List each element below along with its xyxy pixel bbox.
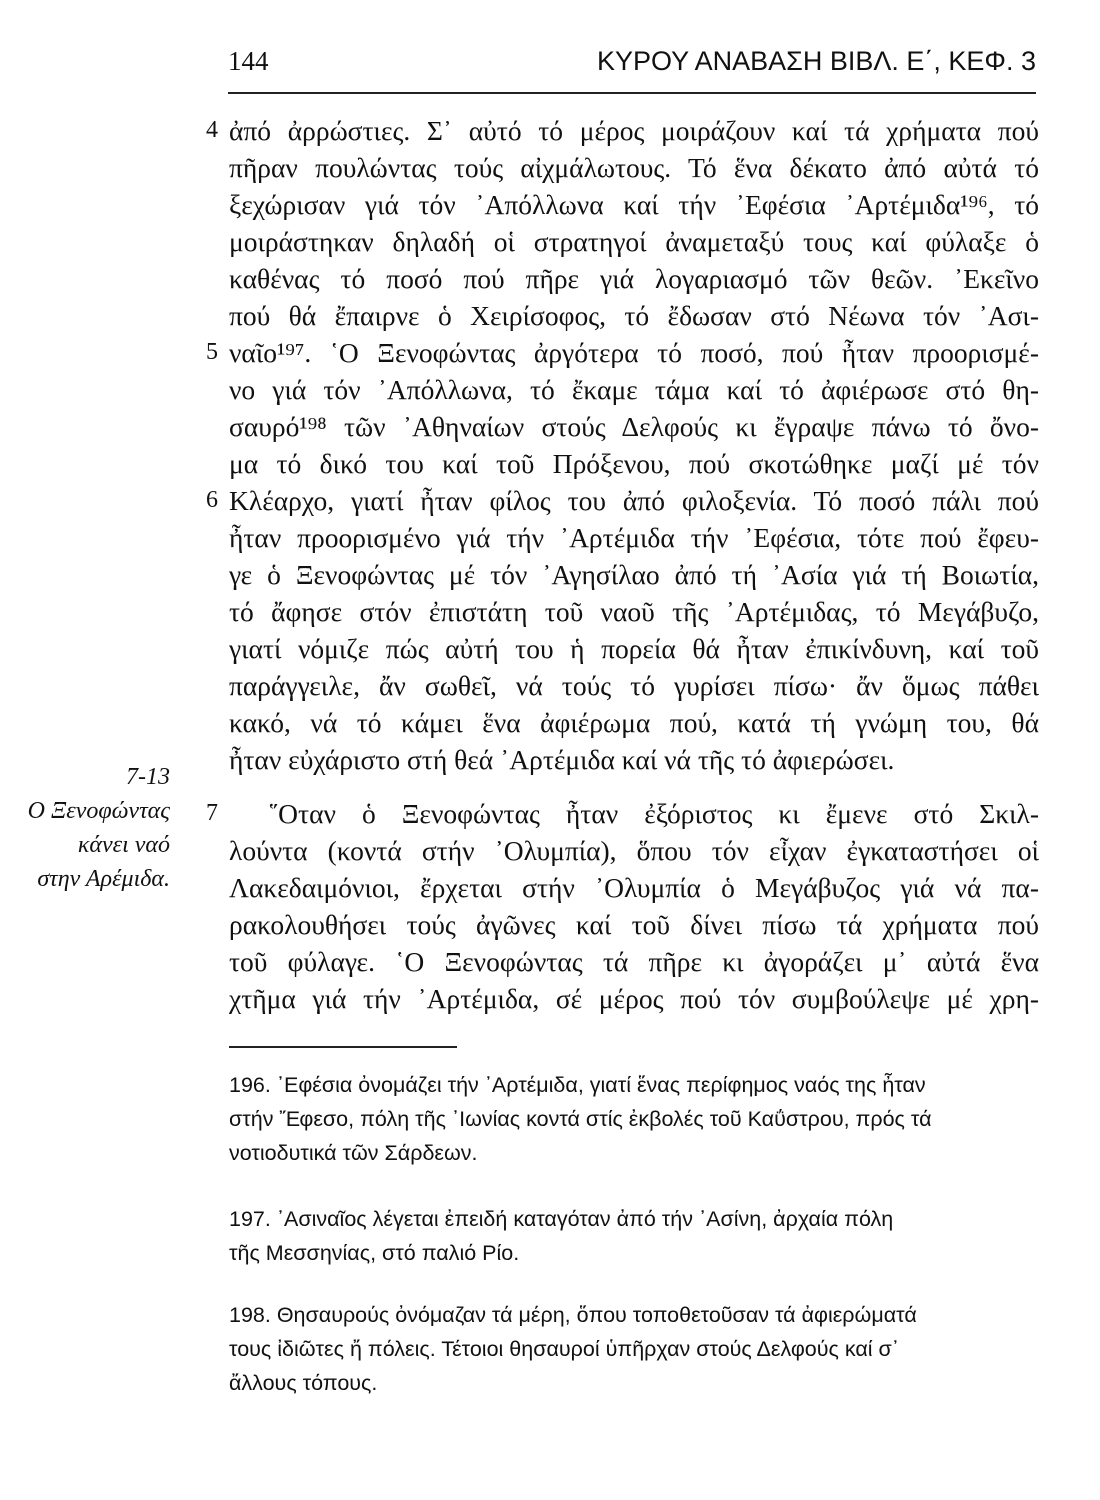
margin-note-line: Ο Ξενοφώντας	[27, 798, 170, 824]
margin-note-line: στην Αρέμιδα.	[37, 866, 170, 892]
body-line: ξεχώρισαν γιά τόν ᾿Απόλλωνα καί τήν ᾿Εφέσια ᾿Αρτέμιδα¹⁹⁶, τό	[229, 189, 1039, 220]
body-line: γε ὁ Ξενοφώντας μέ τόν ᾿Αγησίλαο ἀπό τή ᾿Ασία γιά τή Βοιωτία,	[229, 559, 1039, 590]
footnote-196-line: 196. ᾿Εφέσια ὀνομάζει τήν ᾿Αρτέμιδα, γιατί ἕνας περίφημος ναός της ἦταν	[229, 1073, 926, 1097]
section-number-4: 4	[206, 117, 218, 143]
body-line: γιατί νόμιζε πώς αὐτή του ἡ πορεία θά ἦταν ἐπικίνδυνη, καί τοῦ	[229, 633, 1039, 664]
body-line: λούντα (κοντά στήν ᾿Ολυμπία), ὅπου τόν εἶχαν ἐγκαταστήσει οἱ	[229, 835, 1039, 866]
body-line: ἦταν προορισμένο γιά τήν ᾿Αρτέμιδα τήν ᾿Εφέσια, τότε πού ἔφευ-	[229, 522, 1039, 553]
header-rule	[228, 92, 1036, 94]
section-number-6: 6	[206, 487, 218, 513]
body-line: ἀπό ἀρρώστιες. Σ᾿ αὐτό τό μέρος μοιράζουν καί τά χρήματα πού	[229, 115, 1039, 146]
running-title: ΚΥΡΟΥ ΑΝΑΒΑΣΗ ΒΙΒΛ. Ε΄, ΚΕΦ. 3	[596, 46, 1036, 76]
footnote-197-line: τῆς Μεσσηνίας, στό παλιό Ρίο.	[229, 1241, 520, 1265]
body-line: ρακολουθήσει τούς ἀγῶνες καί τοῦ δίνει πίσω τά χρήματα πού	[229, 909, 1039, 940]
body-line: νο γιά τόν ᾿Απόλλωνα, τό ἔκαμε τάμα καί τό ἀφιέρωσε στό θη-	[229, 374, 1039, 405]
body-line: σαυρό¹⁹⁸ τῶν ᾿Αθηναίων στούς Δελφούς κι ἔγραψε πάνω τό ὄνο-	[229, 411, 1039, 442]
margin-note-line: κάνει ναό	[77, 832, 170, 858]
body-line: ῞Οταν ὁ Ξενοφώντας ἦταν ἐξόριστος κι ἔμενε στό Σκιλ-	[269, 798, 1039, 829]
body-line: Λακεδαιμόνιοι, ἔρχεται στήν ᾿Ολυμπία ὁ Μεγάβυζος γιά νά πα-	[229, 872, 1039, 903]
body-line: Κλέαρχο, γιατί ἦταν φίλος του ἀπό φιλοξενία. Τό ποσό πάλι πού	[229, 485, 1039, 516]
footnote-198-line: ἄλλους τόπους.	[229, 1371, 378, 1395]
body-line: ἦταν εὐχάριστο στή θεά ᾿Αρτέμιδα καί νά τῆς τό ἀφιερώσει.	[229, 744, 895, 775]
body-line: τό ἄφησε στόν ἐπιστάτη τοῦ ναοῦ τῆς ᾿Αρτέμιδας, τό Μεγάβυζο,	[229, 596, 1039, 627]
section-number-7: 7	[206, 800, 218, 826]
footnote-198-line: τους ἰδιῶτες ἤ πόλεις. Τέτοιοι θησαυροί ὑπῆρχαν στούς Δελφούς καί σ᾿	[229, 1337, 899, 1361]
footnote-rule	[229, 1046, 457, 1048]
body-line: πῆραν πουλώντας τούς αἰχμάλωτους. Τό ἕνα δέκατο ἀπό αὐτά τό	[229, 152, 1039, 183]
footnote-197-line: 197. ᾿Ασιναῖος λέγεται ἐπειδή καταγόταν ἀπό τήν ᾿Ασίνη, ἀρχαία πόλη	[229, 1207, 894, 1231]
body-line: τοῦ φύλαγε. ῾Ο Ξενοφώντας τά πῆρε κι ἀγοράζει μ᾿ αὐτά ἕνα	[229, 946, 1039, 977]
body-line: καθένας τό ποσό πού πῆρε γιά λογαριασμό τῶν θεῶν. ᾿Εκεῖνο	[229, 263, 1039, 294]
body-line: μοιράστηκαν δηλαδή οἱ στρατηγοί ἀναμεταξύ τους καί φύλαξε ὁ	[229, 226, 1039, 257]
footnote-196-line: νοτιοδυτικά τῶν Σάρδεων.	[229, 1141, 478, 1165]
body-line: ναῖο¹⁹⁷. ῾Ο Ξενοφώντας ἀργότερα τό ποσό, πού ἦταν προορισμέ-	[229, 337, 1039, 368]
body-line: κακό, νά τό κάμει ἕνα ἀφιέρωμα πού, κατά τή γνώμη του, θά	[229, 707, 1039, 738]
footnote-198-line: 198. Θησαυρούς ὀνόμαζαν τά μέρη, ὅπου τοποθετοῦσαν τά ἀφιερώματά	[229, 1303, 917, 1327]
margin-note-ref: 7-13	[126, 764, 170, 790]
body-line: μα τό δικό του καί τοῦ Πρόξενου, πού σκοτώθηκε μαζί μέ τόν	[229, 448, 1039, 479]
body-line: πού θά ἔπαιρνε ὁ Χειρίσοφος, τό ἔδωσαν στό Νέωνα τόν ᾿Ασι-	[229, 300, 1039, 331]
page-header	[228, 40, 1036, 84]
body-line: παράγγειλε, ἄν σωθεῖ, νά τούς τό γυρίσει πίσω· ἄν ὅμως πάθει	[229, 670, 1039, 701]
footnote-196-line: στήν Ἔφεσο, πόλη τῆς ᾿Ιωνίας κοντά στίς ἐκβολές τοῦ Καΰστρου, πρός τά	[229, 1107, 932, 1131]
section-number-5: 5	[206, 339, 218, 365]
body-line: χτῆμα γιά τήν ᾿Αρτέμιδα, σέ μέρος πού τόν συμβούλεψε μέ χρη-	[229, 983, 1039, 1014]
page-number: 144	[228, 46, 269, 76]
